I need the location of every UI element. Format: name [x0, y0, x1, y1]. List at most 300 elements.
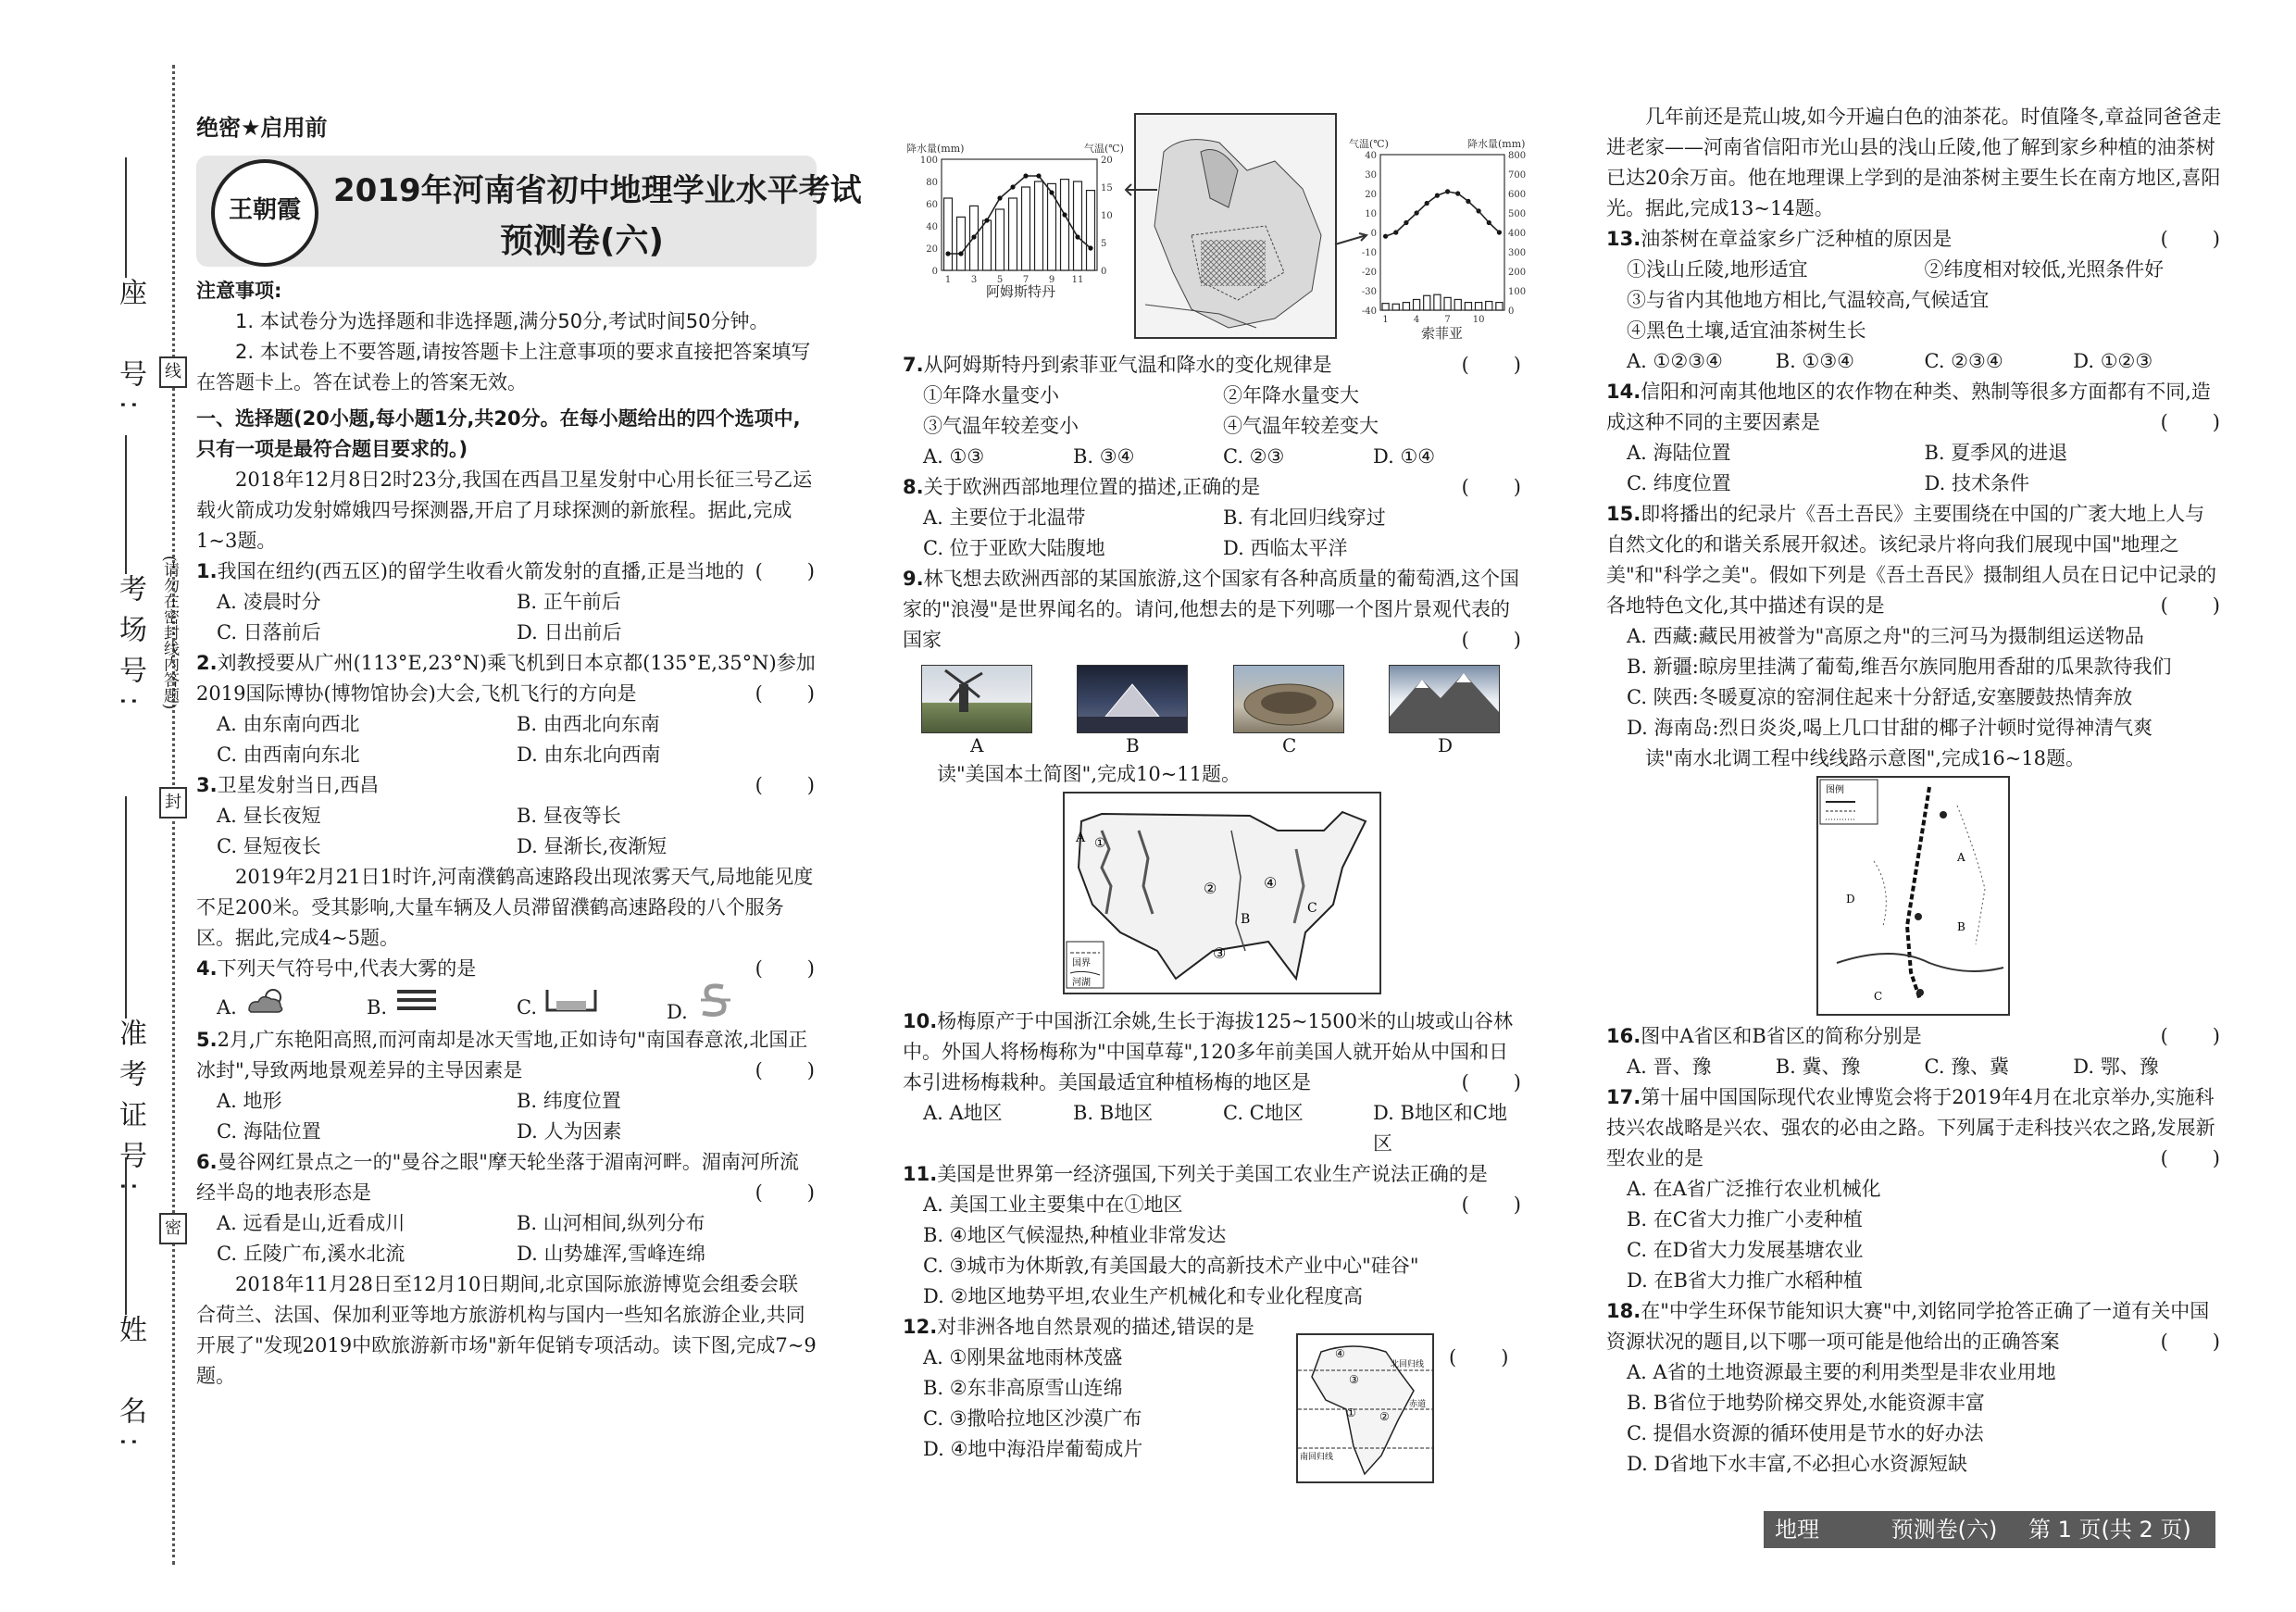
amsterdam-x-tick-3: 3 [970, 275, 978, 285]
amsterdam-left-tick-0: 0 [931, 267, 938, 277]
amsterdam-caption: 阿姆斯特丹 [986, 283, 1056, 300]
q12-text: 对非洲各地自然景观的描述,错误的是 [937, 1316, 1254, 1338]
amsterdam-temp-point-11 [1075, 234, 1079, 239]
q8-option-b[interactable]: B. 有北回归线穿过 [1223, 506, 1386, 529]
question-5 [196, 1025, 817, 1086]
q1-option-a[interactable]: A. 凌晨时分 [217, 591, 321, 613]
q4-option-a-label: A. [217, 996, 237, 1018]
sofia-precip-bar-12 [1496, 303, 1503, 310]
q17-text: 第十届中国国际现代农业博览会将于2019年4月在北京举办,实施科技兴农战略是兴农、强农的必由之路。下列属于走科技兴农之路,发展新型农业的是 [1606, 1086, 2215, 1169]
usa-map [1063, 792, 1381, 994]
sofia-left-tick-40: 40 [1365, 151, 1377, 161]
intro-10-11: 读"美国本土简图",完成10~11题。 [937, 763, 1242, 785]
q4-option-b[interactable] [367, 986, 517, 1023]
q11-answer-paren: ( ) [1461, 1193, 1523, 1216]
q12-answer-paren: ( ) [1449, 1346, 1511, 1368]
q11-number: 11. [903, 1163, 938, 1185]
q12-option-d[interactable]: D. ④地中海沿岸葡萄成片 [923, 1438, 1143, 1460]
q1-answer-paren: ( ) [755, 560, 817, 582]
amsterdam-precip-bar-10 [1061, 180, 1069, 270]
diversion-label-a: A [1957, 851, 1965, 864]
mountain-icon [1390, 666, 1499, 732]
question-8 [903, 472, 1523, 503]
amsterdam-precip-bar-5 [996, 209, 1004, 270]
africa-marker-4: ④ [1335, 1347, 1345, 1360]
question-10 [903, 1006, 1523, 1098]
usa-map-drawing [1065, 794, 1379, 993]
q16-option-c[interactable]: C. 豫、冀 [1924, 1056, 2010, 1078]
amsterdam-temp-point-2 [958, 251, 963, 256]
question-15 [1606, 499, 2222, 621]
q11-text: 美国是世界第一经济强国,下列关于美国工农业生产说法正确的是 [937, 1163, 1488, 1185]
q1-number: 1. [196, 560, 218, 582]
dust-icon [543, 986, 599, 1014]
q13-statement-2: ②纬度相对较低,光照条件好 [1924, 258, 2165, 281]
usa-marker-1: ① [1094, 836, 1106, 851]
q14-answer-paren: ( ) [2160, 411, 2222, 433]
sofia-x-tick-4: 4 [1413, 315, 1420, 325]
seal-note: (请勿在密封线内答题) [160, 556, 179, 710]
q11-option-a[interactable]: A. 美国工业主要集中在①地区 [923, 1193, 1183, 1216]
right-column-lower [1606, 1021, 2222, 1480]
q18-option-a[interactable]: A. A省的土地资源最主要的利用类型是非农业用地 [1627, 1361, 2056, 1383]
secret-label: 绝密★启用前 [196, 115, 328, 141]
q3-option-c[interactable]: C. 昼短夜长 [217, 835, 321, 857]
q10-option-c[interactable]: C. C地区 [1223, 1102, 1304, 1124]
amsterdam-precip-bar-7 [1022, 187, 1030, 270]
q7-statement-2: ②年降水量变大 [1223, 384, 1359, 406]
photo-d-label: D [1438, 734, 1454, 756]
q13-option-c[interactable]: C. ②③④ [1924, 350, 2003, 372]
q13-statement-1: ①浅山丘陵,地形适宜 [1627, 258, 1808, 281]
logo-seal [211, 159, 318, 267]
q8-option-c[interactable]: C. 位于亚欧大陆腹地 [923, 537, 1105, 559]
instruction-1: 1. 本试卷分为选择题和非选择题,满分50分,考试时间50分钟。 [235, 310, 769, 332]
photo-a-label: A [970, 734, 984, 756]
q17-option-d[interactable]: D. 在B省大力推广水稻种植 [1627, 1269, 1863, 1292]
amsterdam-x-tick-1: 1 [944, 275, 952, 285]
amsterdam-temp-point-7 [1023, 173, 1028, 178]
q12-number: 12. [903, 1316, 938, 1338]
q13-option-a[interactable]: A. ①②③④ [1627, 350, 1723, 372]
diversion-label-c: C [1874, 990, 1883, 1003]
photo-c-label: C [1282, 734, 1297, 756]
q4-option-b-label: B. [367, 996, 388, 1018]
sofia-right-tick-0: 0 [1508, 306, 1515, 317]
sofia-right-tick-100: 100 [1508, 287, 1527, 297]
sofia-precip-bar-3 [1403, 303, 1409, 310]
sofia-x-tick-7: 7 [1444, 315, 1451, 325]
question-14 [1606, 377, 2222, 438]
q1-option-b[interactable]: B. 正午前后 [517, 591, 621, 613]
amsterdam-x-tick-7: 7 [1022, 275, 1029, 285]
q14-option-b[interactable]: B. 夏季风的进退 [1924, 442, 2068, 464]
amsterdam-left-tick-100: 100 [919, 156, 938, 166]
windmill-icon [922, 666, 1031, 732]
q9-answer-paren: ( ) [1461, 629, 1523, 651]
q11-option-b[interactable]: B. ④地区气候湿热,种植业非常发达 [923, 1224, 1227, 1246]
q2-text: 刘教授要从广州(113°E,23°N)乘飞机到日本京都(135°E,35°N)参加2019国际博协(博物馆协会)大会,飞机飞行的方向是 [196, 652, 816, 705]
q2-option-b[interactable]: B. 由西北向东南 [517, 713, 660, 735]
logo-text: 王朝霞 [228, 196, 301, 224]
photo-c-colosseum[interactable] [1233, 665, 1344, 733]
q15-option-c[interactable]: C. 陕西:冬暖夏凉的窑洞住起来十分舒适,安塞腰鼓热情奔放 [1627, 686, 2133, 708]
sofia-temp-label: 气温(℃) [1349, 138, 1389, 150]
q6-option-a[interactable]: A. 远看是山,近看成川 [217, 1212, 406, 1234]
photo-b-louvre[interactable] [1077, 665, 1188, 733]
q18-option-c[interactable]: C. 提倡水资源的循环使用是节水的好办法 [1627, 1422, 1984, 1444]
usa-label-b: B [1241, 912, 1251, 927]
q12-option-b[interactable]: B. ②东非高原雪山连绵 [923, 1377, 1123, 1399]
question-13 [1606, 224, 2222, 255]
sofia-right-tick-300: 300 [1508, 248, 1527, 258]
usa-legend-rivers: 河湖 [1072, 978, 1091, 988]
amsterdam-precip-bar-1 [944, 198, 953, 270]
q12-option-c[interactable]: C. ③撒哈拉地区沙漠广布 [923, 1407, 1142, 1430]
q16-option-a[interactable]: A. 晋、豫 [1627, 1056, 1712, 1078]
photo-a-windmill[interactable] [921, 665, 1032, 733]
q4-answer-paren: ( ) [755, 957, 817, 980]
question-2 [196, 648, 817, 709]
title-line2: 预测卷(六) [500, 222, 664, 260]
diversion-label-d: D [1846, 893, 1855, 906]
amsterdam-precip-label: 降水量(mm) [906, 143, 965, 155]
q7-option-a[interactable]: A. ①③ [923, 445, 985, 468]
africa-marker-2: ② [1379, 1410, 1390, 1423]
usa-legend-border: 国界 [1072, 958, 1091, 968]
sofia-precip-bar-5 [1424, 295, 1430, 310]
q2-option-a[interactable]: A. 由东南向西北 [217, 713, 360, 735]
amsterdam-temp-point-3 [971, 234, 976, 239]
q15-option-b[interactable]: B. 新疆:晾房里挂满了葡萄,维吾尔族同胞用香甜的瓜果款待我们 [1627, 656, 2172, 678]
amsterdam-temp-point-9 [1049, 190, 1054, 194]
intro-16-18: 读"南水北调工程中线线路示意图",完成16~18题。 [1645, 747, 2086, 769]
q16-number: 16. [1606, 1025, 1641, 1047]
amsterdam-left-tick-80: 80 [926, 178, 938, 188]
id-label: 准考证号: [114, 1018, 146, 1205]
q5-option-c[interactable]: C. 海陆位置 [217, 1120, 321, 1143]
q7-option-b[interactable]: B. ③④ [1073, 445, 1135, 468]
q17-option-c[interactable]: C. 在D省大力发展基塘农业 [1627, 1239, 1864, 1261]
sofia-precip-bar-1 [1382, 304, 1389, 310]
q13-option-b[interactable]: B. ①③④ [1775, 350, 1855, 372]
q7-option-c[interactable]: C. ②③ [1223, 445, 1285, 468]
sofia-right-tick-500: 500 [1508, 209, 1527, 219]
question-17 [1606, 1082, 2222, 1174]
q4-option-a[interactable] [217, 986, 367, 1023]
amsterdam-right-tick-20: 20 [1101, 156, 1113, 166]
q18-option-d[interactable]: D. D省地下水丰富,不必担心水资源短缺 [1627, 1453, 1967, 1475]
id-field[interactable] [125, 796, 127, 1018]
q16-text: 图中A省区和B省区的简称分别是 [1641, 1025, 1922, 1047]
q6-text: 曼谷网红景点之一的"曼谷之眼"摩天轮坐落于湄南河畔。湄南河所流经半岛的地表形态是 [196, 1151, 799, 1204]
q15-text: 即将播出的纪录片《吾土吾民》主要围绕在中国的广袤大地上人与自然文化的和谐关系展开叙述。该纪录片将向我们展现中国"地理之美"和"科学之美"。假如下列是《吾土吾民》摄制组人员在日记中记录的各地特色文化,其中描述有误的是 [1606, 503, 2216, 617]
pyramid-icon [1078, 666, 1187, 732]
sofia-x-tick-1: 1 [1382, 315, 1389, 325]
room-field[interactable] [125, 435, 127, 574]
sofia-precip-bar-8 [1454, 299, 1461, 310]
seal-fold: 封 [159, 787, 187, 818]
sofia-right-tick-600: 600 [1508, 190, 1527, 200]
q3-answer-paren: ( ) [755, 774, 817, 796]
amsterdam-temp-point-4 [984, 218, 989, 222]
instructions-heading: 注意事项: [196, 280, 282, 302]
q15-option-d[interactable]: D. 海南岛:烈日炎炎,喝上几口甘甜的椰子汁顿时觉得神清气爽 [1627, 717, 2153, 739]
q8-option-a[interactable]: A. 主要位于北温带 [923, 506, 1086, 529]
q10-option-a[interactable]: A. A地区 [923, 1102, 1003, 1124]
q18-number: 18. [1606, 1300, 1641, 1322]
q16-option-d[interactable]: D. 鄂、豫 [2073, 1056, 2159, 1078]
sofia-left-tick--40: -40 [1361, 306, 1377, 317]
q2-answer-paren: ( ) [755, 682, 817, 705]
usa-label-c: C [1307, 901, 1317, 916]
sofia-left-tick-30: 30 [1365, 170, 1377, 181]
q4-text: 下列天气符号中,代表大雾的是 [217, 957, 477, 980]
amsterdam-x-tick-5: 5 [996, 275, 1004, 285]
question-3 [196, 770, 817, 801]
intro-13-14: 几年前还是荒山坡,如今开遍白色的油茶花。时值隆冬,章益同爸爸走进老家——河南省信阳市光山县的浅山丘陵,他了解到家乡种植的油茶树已达20余万亩。他在地理课上学到的是油茶树主要生长在南方地区,喜阳光。据此,完成13~14题。 [1606, 106, 2222, 219]
q10-option-d[interactable]: D. B地区和C地区 [1373, 1102, 1507, 1155]
amsterdam-temp-point-6 [1010, 184, 1015, 189]
sofia-plot-frame [1380, 155, 1504, 310]
q3-option-d[interactable]: D. 昼渐长,夜渐短 [517, 835, 668, 857]
q16-answer-paren: ( ) [2160, 1025, 2222, 1047]
q7-option-d[interactable]: D. ①④ [1373, 445, 1436, 468]
water-diversion-map-drawing [1818, 778, 2008, 1014]
q16-option-b[interactable]: B. 冀、豫 [1775, 1056, 1861, 1078]
question-9 [903, 564, 1523, 656]
q14-option-d[interactable]: D. 技术条件 [1924, 472, 2029, 494]
seal-line: 线 [159, 356, 187, 388]
africa-map [1296, 1333, 1434, 1483]
amsterdam-precip-bar-11 [1074, 181, 1082, 270]
q1-text: 我国在纽约(西五区)的留学生收看火箭发射的直播,正是当地的 [217, 560, 744, 582]
usa-marker-2: ② [1204, 880, 1217, 897]
amsterdam-right-tick-5: 5 [1101, 239, 1107, 249]
footer-subject: 地理 [1775, 1517, 1819, 1543]
africa-label-north-tropic: 北回归线 [1391, 1360, 1425, 1369]
footer-paper: 预测卷(六) [1890, 1517, 1998, 1543]
q4-option-c[interactable] [517, 986, 667, 1023]
q13-statement-3: ③与省内其他地方相比,气温较高,气候适宜 [1627, 289, 1990, 311]
q14-number: 14. [1606, 381, 1641, 403]
amsterdam-temp-point-1 [945, 251, 950, 256]
amsterdam-left-tick-40: 40 [926, 222, 938, 232]
name-label: 姓 名: [114, 1315, 146, 1460]
seat-field[interactable] [125, 157, 127, 278]
q15-option-a[interactable]: A. 西藏:藏民用被誉为"高原之舟"的三河马为摄制组运送物品 [1627, 625, 2144, 647]
sofia-left-tick--30: -30 [1361, 287, 1377, 297]
amsterdam-x-tick-11: 11 [1071, 275, 1084, 285]
q3-option-a[interactable]: A. 昼长夜短 [217, 805, 321, 827]
sofia-precip-bar-10 [1476, 303, 1482, 310]
footer-page: 第 1 页(共 2 页) [2028, 1517, 2191, 1543]
q15-number: 15. [1606, 503, 1641, 525]
amsterdam-precip-bar-4 [983, 220, 992, 270]
q17-option-a[interactable]: A. 在A省广泛推行农业机械化 [1627, 1178, 1881, 1200]
q5-option-a[interactable]: A. 地形 [217, 1090, 282, 1112]
q6-option-c[interactable]: C. 丘陵广布,溪水北流 [217, 1243, 406, 1265]
q6-number: 6. [196, 1151, 218, 1173]
q4-number: 4. [196, 957, 218, 980]
sofia-left-tick--20: -20 [1361, 268, 1377, 278]
amsterdam-precip-bar-8 [1035, 181, 1043, 270]
sofia-precip-bar-6 [1434, 294, 1441, 310]
q18-answer-paren: ( ) [2160, 1331, 2222, 1353]
q8-option-d[interactable]: D. 西临太平洋 [1223, 537, 1348, 559]
question-18 [1606, 1296, 2222, 1357]
amsterdam-temp-point-10 [1062, 212, 1067, 217]
q7-statement-4: ④气温年较差变大 [1223, 415, 1379, 437]
sandstorm-icon [693, 981, 734, 1018]
usa-label-a: A [1076, 831, 1086, 845]
seat-label: 座 号: [114, 278, 146, 423]
q8-number: 8. [903, 476, 924, 498]
intro-7-9: 2018年11月28日至12月10日期间,北京国际旅游博览会组委会联合荷兰、法国、保加利亚等地方旅游机构与国内一些知名旅游企业,共同开展了"发现2019中欧旅游新市场"新年促销专项活动。读下图,完成7~9题。 [196, 1273, 817, 1387]
amsterdam-precip-bar-6 [1009, 198, 1017, 270]
q6-option-d[interactable]: D. 山势雄浑,雪峰连绵 [517, 1243, 706, 1265]
amsterdam-temp-label: 气温(℃) [1084, 143, 1124, 155]
q5-text: 2月,广东艳阳高照,而河南却是冰天雪地,正如诗句"南国春意浓,北国正冰封",导致两地景观差异的主导因素是 [196, 1029, 808, 1081]
q10-number: 10. [903, 1010, 938, 1032]
q5-answer-paren: ( ) [755, 1059, 817, 1081]
fog-icon [393, 986, 440, 1014]
q5-option-d[interactable]: D. 人为因素 [517, 1120, 622, 1143]
sofia-precip-bar-7 [1444, 297, 1451, 310]
q14-text: 信阳和河南其他地区的农作物在种类、熟制等很多方面都有不同,造成这种不同的主要因素是 [1606, 381, 2211, 433]
diversion-legend-title: 图例 [1826, 785, 1844, 795]
usa-marker-4: ④ [1264, 874, 1278, 892]
section-heading: 一、选择题(20小题,每小题1分,共20分。在每小题给出的四个选项中,只有一项是最符合题目要求的。) [196, 407, 801, 460]
amsterdam-climate-chart [903, 139, 1134, 301]
photo-d-alps[interactable] [1389, 665, 1500, 733]
q17-option-b[interactable]: B. 在C省大力推广小麦种植 [1627, 1208, 1863, 1231]
sofia-temp-line [1386, 192, 1500, 236]
q5-number: 5. [196, 1029, 218, 1051]
question-16 [1606, 1021, 2222, 1052]
q6-option-b[interactable]: B. 山河相间,纵列分布 [517, 1212, 705, 1234]
q4-option-c-label: C. [517, 996, 537, 1018]
usa-marker-3: ③ [1213, 944, 1227, 962]
diversion-label-b: B [1957, 920, 1965, 933]
q7-text: 从阿姆斯特丹到索菲亚气温和降水的变化规律是 [923, 354, 1332, 376]
partly-cloudy-icon [243, 986, 290, 1014]
question-1 [196, 556, 817, 587]
q11-option-d[interactable]: D. ②地区地势平坦,农业生产机械化和专业化程度高 [923, 1285, 1363, 1307]
sofia-left-tick--10: -10 [1361, 248, 1377, 258]
q8-text: 关于欧洲西部地理位置的描述,正确的是 [923, 476, 1261, 498]
africa-map-drawing [1298, 1335, 1432, 1481]
sofia-precip-bar-9 [1465, 303, 1471, 310]
photo-b-label: B [1126, 734, 1140, 756]
q15-answer-paren: ( ) [2160, 594, 2222, 617]
q1-option-d[interactable]: D. 日出前后 [517, 621, 622, 644]
q7-answer-paren: ( ) [1461, 354, 1523, 376]
seal-close: 密 [159, 1213, 187, 1244]
sofia-right-tick-400: 400 [1508, 229, 1527, 239]
sofia-x-tick-10: 10 [1472, 315, 1485, 325]
q14-option-c[interactable]: C. 纬度位置 [1627, 472, 1731, 494]
room-label: 考场号: [114, 574, 146, 719]
q1-option-c[interactable]: C. 日落前后 [217, 621, 321, 644]
q2-option-c[interactable]: C. 由西南向东北 [217, 744, 360, 766]
amsterdam-right-tick-10: 10 [1101, 211, 1113, 221]
q18-option-b[interactable]: B. B省位于地势阶梯交界处,水能资源丰富 [1627, 1392, 1985, 1414]
amsterdam-precip-bar-2 [957, 217, 966, 270]
amsterdam-temp-point-5 [997, 195, 1002, 200]
q12-option-a[interactable]: A. ①刚果盆地雨林茂盛 [923, 1346, 1123, 1368]
q4-option-d[interactable] [667, 981, 817, 1028]
water-diversion-map [1816, 776, 2010, 1016]
title-line1: 2019年河南省初中地理学业水平考试 [333, 172, 862, 209]
amsterdam-temp-point-12 [1088, 245, 1092, 250]
right-column [1606, 102, 2222, 774]
q3-option-b[interactable]: B. 昼夜等长 [517, 805, 621, 827]
africa-marker-1: ① [1346, 1406, 1356, 1419]
intro-1-3: 2018年12月8日2时23分,我国在西昌卫星发射中心用长征三号乙运载火箭成功发射嫦娥四号探测器,开启了月球探测的新旅程。据此,完成1~3题。 [196, 469, 813, 552]
middle-column [903, 350, 1523, 656]
q7-statement-1: ①年降水量变小 [923, 384, 1059, 406]
amsterdam-precip-bar-12 [1087, 191, 1095, 270]
q10-option-b[interactable]: B. B地区 [1073, 1102, 1154, 1124]
q9-text: 林飞想去欧洲西部的某国旅游,这个国家有各种高质量的葡萄酒,这个国家的"浪漫"是世界闻名的。请问,他想去的是下列哪一个图片景观代表的国家 [903, 568, 1519, 651]
q5-option-b[interactable]: B. 纬度位置 [517, 1090, 621, 1112]
intro-4-5: 2019年2月21日1时许,河南濮鹤高速路段出现浓雾天气,局地能见度不足200米。受其影响,大量车辆及人员滞留濮鹤高速路段的八个服务区。据此,完成4~5题。 [196, 866, 814, 949]
sofia-caption: 索菲亚 [1421, 325, 1464, 342]
q9-number: 9. [903, 568, 924, 590]
q13-option-d[interactable]: D. ①②③ [2073, 350, 2153, 372]
sofia-climate-chart [1347, 134, 1541, 343]
amsterdam-temp-point-8 [1036, 173, 1041, 178]
q17-answer-paren: ( ) [2160, 1147, 2222, 1169]
q2-option-d[interactable]: D. 由东北向西南 [517, 744, 661, 766]
arrow-to-amsterdam [1122, 181, 1159, 199]
sofia-right-tick-200: 200 [1508, 268, 1527, 278]
q18-text: 在"中学生环保节能知识大赛"中,刘铭同学抢答正确了一道有关中国资源状况的题目,以下哪一项可能是他给出的正确答案 [1606, 1300, 2210, 1353]
amsterdam-right-tick-0: 0 [1101, 267, 1107, 277]
q4-option-d-label: D. [667, 1001, 688, 1023]
question-4 [196, 954, 817, 984]
q10-answer-paren: ( ) [1461, 1071, 1523, 1093]
q11-option-c[interactable]: C. ③城市为休斯敦,有美国最大的高新技术产业中心"硅谷" [923, 1255, 1419, 1277]
page-footer [1764, 1511, 2215, 1548]
sofia-precip-bar-2 [1392, 304, 1399, 310]
amsterdam-left-tick-20: 20 [926, 244, 938, 255]
instruction-2: 2. 本试卷上不要答题,请按答题卡上注意事项的要求直接把答案填写在答题卡上。答在试卷上的答案无效。 [196, 341, 811, 394]
q13-answer-paren: ( ) [2160, 228, 2222, 250]
amsterdam-right-tick-15: 15 [1101, 183, 1113, 194]
question-12 [903, 1312, 1273, 1343]
sofia-right-tick-700: 700 [1508, 170, 1527, 181]
africa-label-south-tropic: 南回归线 [1300, 1453, 1334, 1462]
left-column [196, 276, 817, 1392]
q7-statement-3: ③气温年较差变小 [923, 415, 1079, 437]
sofia-right-tick-800: 800 [1508, 151, 1527, 161]
amsterdam-left-tick-60: 60 [926, 200, 938, 210]
q14-option-a[interactable]: A. 海陆位置 [1627, 442, 1731, 464]
sofia-precip-bar-11 [1486, 302, 1492, 310]
sofia-precip-label: 降水量(mm) [1467, 138, 1526, 150]
q13-number: 13. [1606, 228, 1641, 250]
amsterdam-x-tick-9: 9 [1048, 275, 1055, 285]
colosseum-icon [1234, 666, 1343, 732]
q8-answer-paren: ( ) [1461, 476, 1523, 498]
q7-number: 7. [903, 354, 924, 376]
q3-text: 卫星发射当日,西昌 [217, 774, 380, 796]
sofia-precip-bar-4 [1414, 299, 1420, 310]
name-field[interactable] [125, 1157, 127, 1315]
q17-number: 17. [1606, 1086, 1641, 1108]
